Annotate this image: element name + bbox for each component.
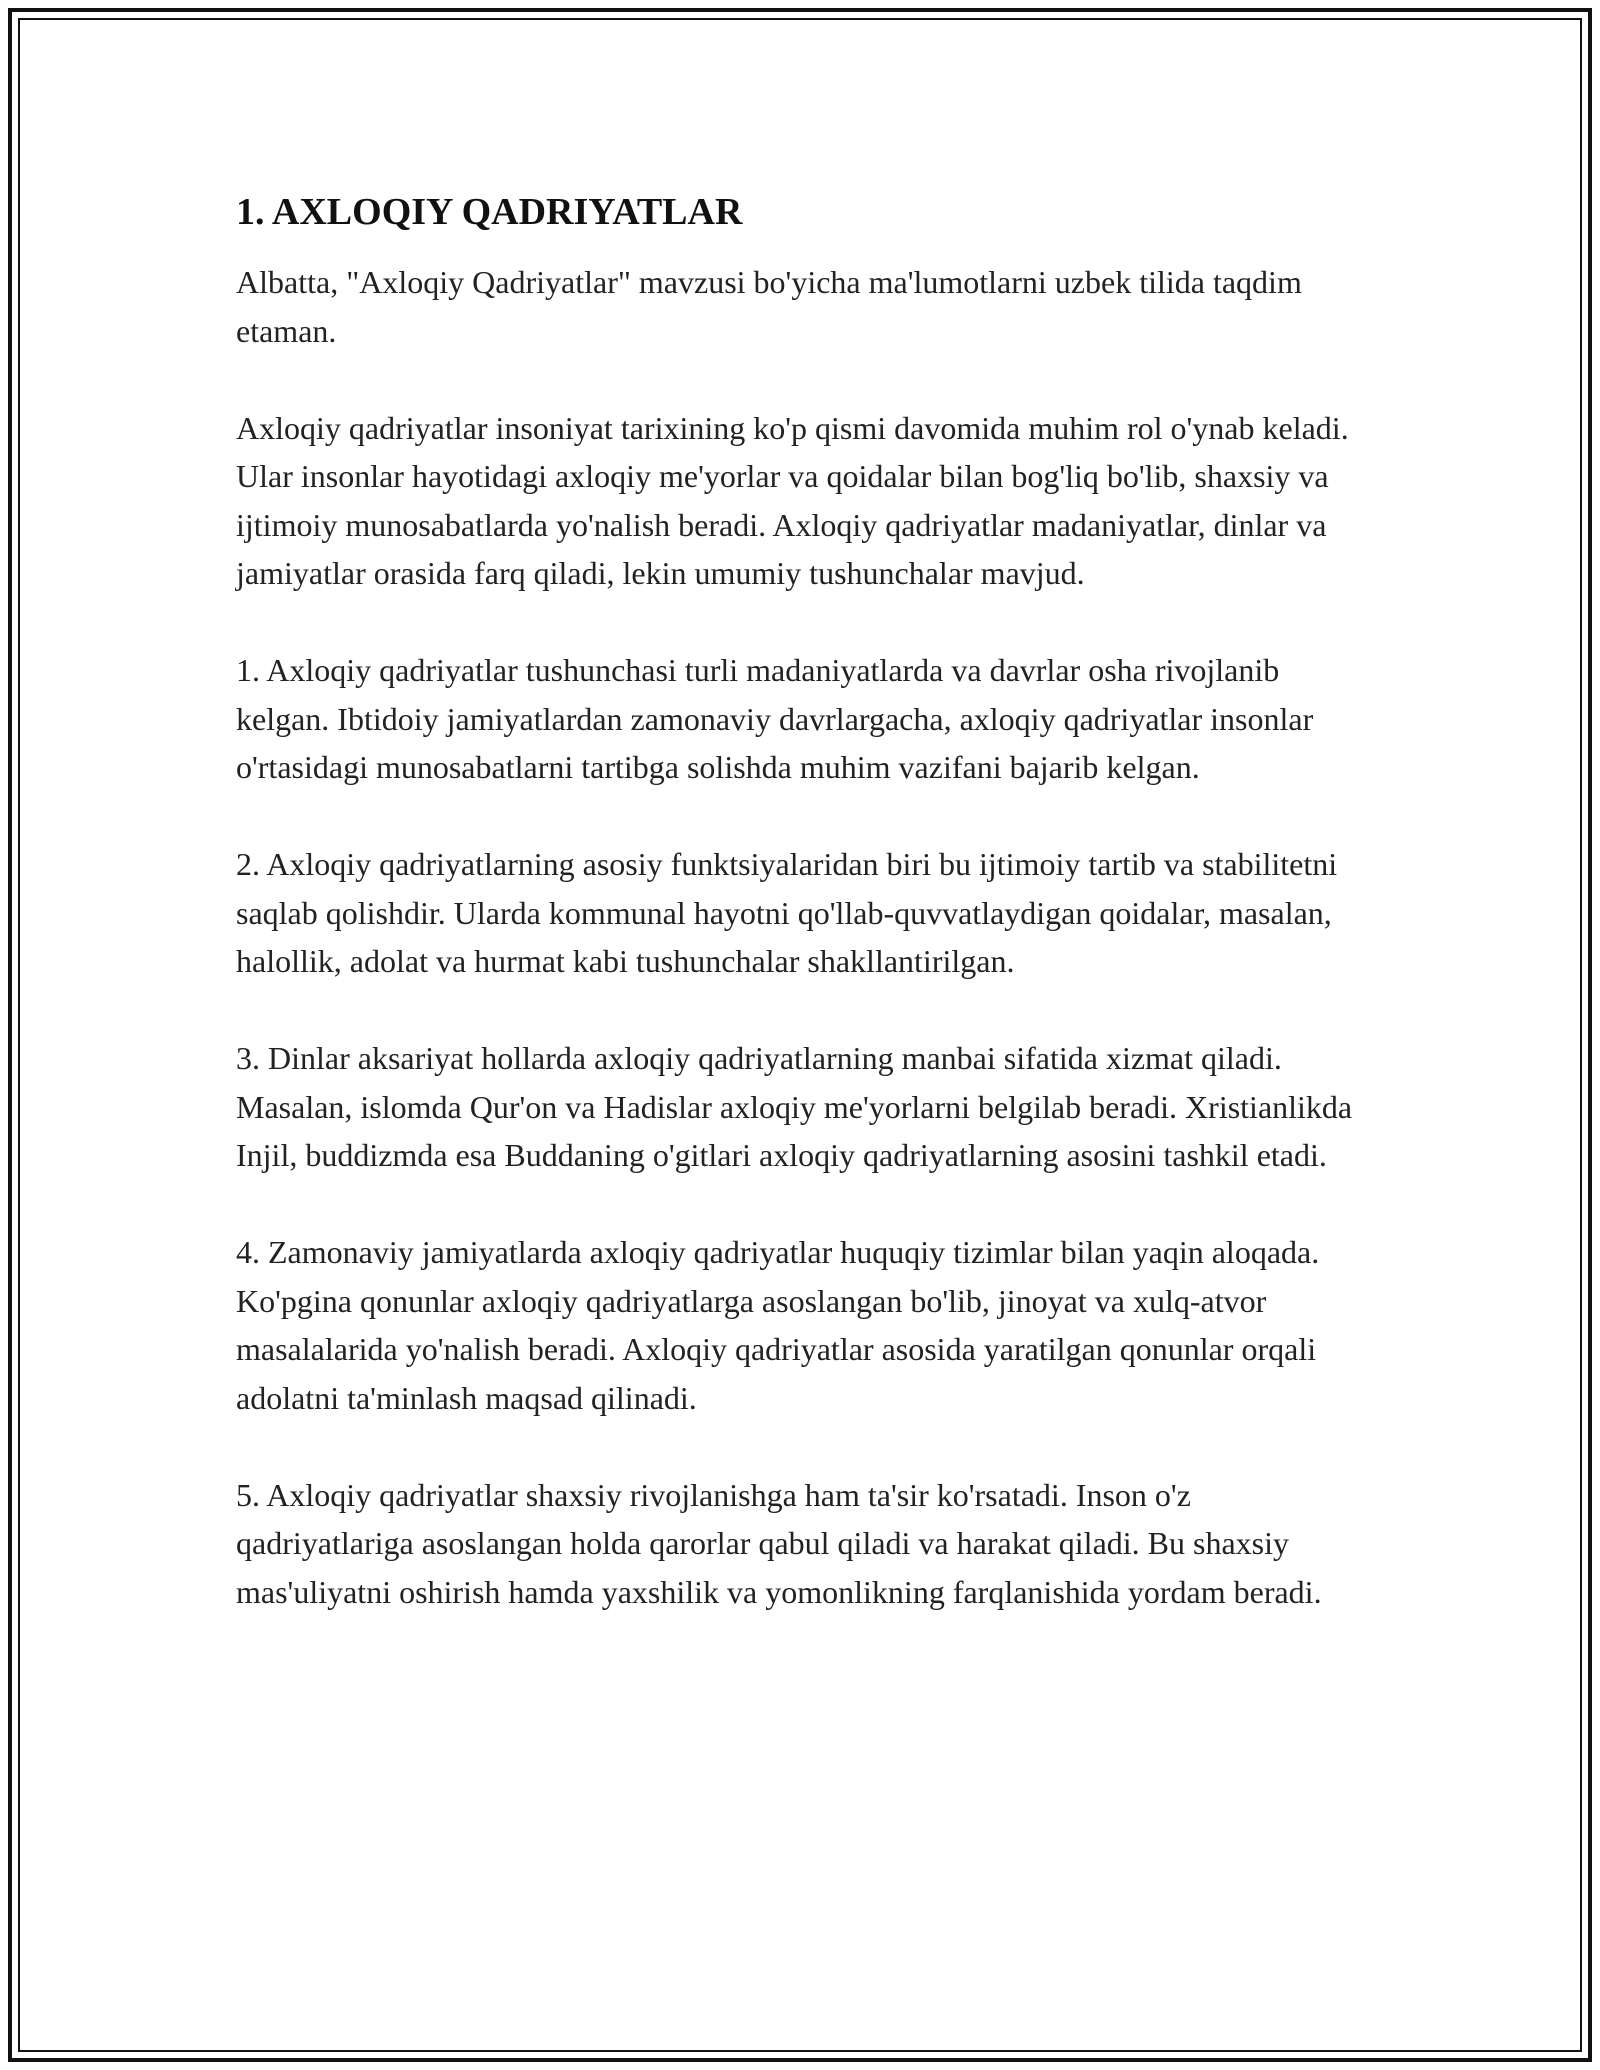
paragraph-overview: Axloqiy qadriyatlar insoniyat tarixining ko'p qismi davomida muhim rol o'ynab keladi. Ular insonlar hayotidagi axloqiy me'yorlar va qoidalar bilan bog'liq bo'lib, shaxsiy va ijtimoiy munosabatlarda yo'nalish beradi. Axloqiy qadriyatlar madaniyatlar, dinlar va jamiyatlar orasida farq qiladi, lekin umumiy tushunchalar mavjud. <box>236 409 1349 591</box>
document-body <box>236 188 1366 1665</box>
paragraph-point-2: 2. Axloqiy qadriyatlarning asosiy funktsiyalaridan biri bu ijtimoiy tartib va stabilitetni saqlab qolishdir. Ularda kommunal hayotni qo'llab-quvvatlaydigan qoidalar, masalan, halollik, adolat va hurmat kabi tushunchalar shakllantirilgan. <box>236 846 1338 979</box>
paragraph-point-3: 3. Dinlar aksariyat hollarda axloqiy qadriyatlarning manbai sifatida xizmat qiladi. Masalan, islomda Qur'on va Hadislar axloqiy me'yorlarni belgilab beradi. Xristianlikda Injil, buddizmda esa Buddaning o'gitlari axloqiy qadriyatlarning asosini tashkil etadi. <box>236 1040 1353 1173</box>
paragraph-point-1: 1. Axloqiy qadriyatlar tushunchasi turli madaniyatlarda va davrlar osha rivojlanib kelgan. Ibtidoiy jamiyatlardan zamonaviy davrlargacha, axloqiy qadriyatlar insonlar o'rtasidagi munosabatlarni tartibga solishda muhim vazifani bajarib kelgan. <box>236 652 1314 785</box>
paragraph-point-4: 4. Zamonaviy jamiyatlarda axloqiy qadriyatlar huquqiy tizimlar bilan yaqin aloqada. Ko'pgina qonunlar axloqiy qadriyatlarga asoslangan bo'lib, jinoyat va xulq-atvor masalalarida yo'nalish beradi. Axloqiy qadriyatlar asosida yaratilgan qonunlar orqali adolatni ta'minlash maqsad qilinadi. <box>236 1234 1320 1416</box>
paragraph-intro: Albatta, "Axloqiy Qadriyatlar" mavzusi bo'yicha ma'lumotlarni uzbek tilida taqdim etaman. <box>236 264 1302 349</box>
document-title: 1. AXLOQIY QADRIYATLAR <box>236 191 743 233</box>
paragraph-point-5: 5. Axloqiy qadriyatlar shaxsiy rivojlanishga ham ta'sir ko'rsatadi. Inson o'z qadriyatlariga asoslangan holda qarorlar qabul qiladi va harakat qiladi. Bu shaxsiy mas'uliyatni oshirish hamda yaxshilik va yomonlikning farqlanishida yordam beradi. <box>236 1476 1322 1610</box>
